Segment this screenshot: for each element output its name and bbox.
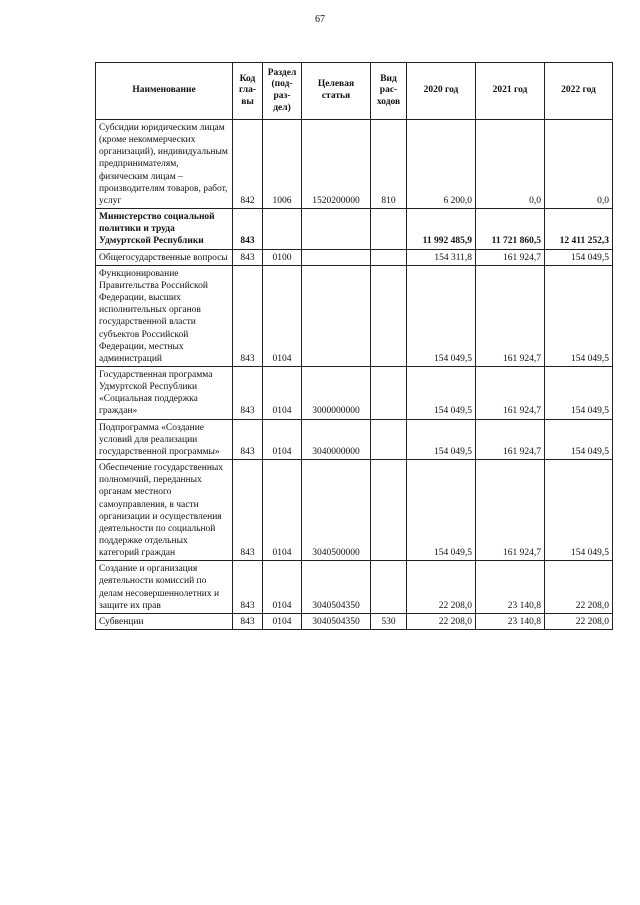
col-header-2020: 2020 год <box>407 63 476 120</box>
cell-y2022: 154 049,5 <box>545 265 613 366</box>
col-header-razdel: Раздел (под- раз- дел) <box>263 63 302 120</box>
cell-kod: 843 <box>233 419 263 459</box>
table-row <box>96 366 613 419</box>
cell-y2021: 11 721 860,5 <box>476 209 545 249</box>
table-row <box>96 419 613 459</box>
cell-razdel: 0100 <box>263 249 302 265</box>
cell-celevaya: 3000000000 <box>302 366 371 419</box>
cell-y2022: 0,0 <box>545 120 613 209</box>
cell-celevaya <box>302 209 371 249</box>
cell-y2022: 154 049,5 <box>545 460 613 561</box>
cell-vid <box>371 209 407 249</box>
cell-y2021: 161 924,7 <box>476 366 545 419</box>
cell-y2020: 154 049,5 <box>407 419 476 459</box>
cell-kod: 843 <box>233 613 263 629</box>
cell-y2022: 154 049,5 <box>545 419 613 459</box>
col-header-kod: Код гла- вы <box>233 63 263 120</box>
table-row <box>96 265 613 366</box>
cell-celevaya <box>302 265 371 366</box>
cell-razdel: 1006 <box>263 120 302 209</box>
cell-y2021: 23 140,8 <box>476 561 545 614</box>
cell-razdel: 0104 <box>263 265 302 366</box>
table-row <box>96 249 613 265</box>
cell-kod: 843 <box>233 460 263 561</box>
cell-razdel: 0104 <box>263 366 302 419</box>
cell-y2022: 154 049,5 <box>545 366 613 419</box>
cell-razdel: 0104 <box>263 460 302 561</box>
cell-vid <box>371 249 407 265</box>
cell-y2020: 154 049,5 <box>407 460 476 561</box>
cell-razdel <box>263 209 302 249</box>
col-header-name: Наименование <box>96 63 233 120</box>
cell-y2020: 22 208,0 <box>407 561 476 614</box>
cell-y2022: 12 411 252,3 <box>545 209 613 249</box>
cell-vid <box>371 366 407 419</box>
table-row <box>96 120 613 209</box>
cell-y2021: 161 924,7 <box>476 249 545 265</box>
cell-y2020: 154 049,5 <box>407 366 476 419</box>
table-row <box>96 613 613 629</box>
cell-y2021: 0,0 <box>476 120 545 209</box>
cell-y2020: 154 311,8 <box>407 249 476 265</box>
cell-celevaya: 3040000000 <box>302 419 371 459</box>
page-number: 67 <box>315 14 325 25</box>
cell-vid <box>371 460 407 561</box>
cell-kod: 843 <box>233 561 263 614</box>
col-header-celevaya: Целевая статья <box>302 63 371 120</box>
cell-kod: 843 <box>233 366 263 419</box>
cell-y2021: 23 140,8 <box>476 613 545 629</box>
cell-vid <box>371 561 407 614</box>
table-row <box>96 561 613 614</box>
cell-celevaya: 1520200000 <box>302 120 371 209</box>
cell-celevaya: 3040504350 <box>302 613 371 629</box>
cell-kod: 843 <box>233 249 263 265</box>
table-header-row <box>96 63 613 120</box>
cell-vid: 810 <box>371 120 407 209</box>
cell-name: Министерство социальной политики и труда Удмуртской Республики <box>96 209 233 249</box>
col-header-vid: Вид рас- ходов <box>371 63 407 120</box>
table-body <box>96 120 613 630</box>
cell-name: Субсидии юридическим лицам (кроме некоммерческих организаций), индивидуальным предпринимателям, физическим лицам – производителям товаров, работ, услуг <box>96 120 233 209</box>
cell-y2020: 22 208,0 <box>407 613 476 629</box>
cell-name: Создание и организация деятельности комиссий по делам несовершеннолетних и защите их прав <box>96 561 233 614</box>
cell-name: Государственная программа Удмуртской Республики «Социальная поддержка граждан» <box>96 366 233 419</box>
cell-kod: 842 <box>233 120 263 209</box>
cell-name: Субвенции <box>96 613 233 629</box>
cell-celevaya: 3040504350 <box>302 561 371 614</box>
cell-y2022: 22 208,0 <box>545 613 613 629</box>
cell-vid <box>371 419 407 459</box>
cell-y2021: 161 924,7 <box>476 460 545 561</box>
cell-celevaya: 3040500000 <box>302 460 371 561</box>
cell-y2020: 11 992 485,9 <box>407 209 476 249</box>
cell-kod: 843 <box>233 265 263 366</box>
cell-razdel: 0104 <box>263 419 302 459</box>
cell-y2022: 154 049,5 <box>545 249 613 265</box>
table-row <box>96 460 613 561</box>
cell-celevaya <box>302 249 371 265</box>
cell-vid <box>371 265 407 366</box>
col-header-2021: 2021 год <box>476 63 545 120</box>
cell-vid: 530 <box>371 613 407 629</box>
table-row <box>96 209 613 249</box>
cell-razdel: 0104 <box>263 561 302 614</box>
cell-name: Обеспечение государственных полномочий, переданных органам местного самоуправления, в части организации и осуществления деятельности по социальной поддержке отдельных категорий граждан <box>96 460 233 561</box>
cell-name: Общегосударственные вопросы <box>96 249 233 265</box>
cell-y2021: 161 924,7 <box>476 265 545 366</box>
cell-name: Подпрограмма «Создание условий для реализации государственной программы» <box>96 419 233 459</box>
cell-y2021: 161 924,7 <box>476 419 545 459</box>
cell-kod: 843 <box>233 209 263 249</box>
cell-razdel: 0104 <box>263 613 302 629</box>
col-header-2022: 2022 год <box>545 63 613 120</box>
cell-y2020: 154 049,5 <box>407 265 476 366</box>
budget-table <box>95 62 613 630</box>
cell-name: Функционирование Правительства Российской Федерации, высших исполнительных органов государственной власти субъектов Российской Федерации, местных администраций <box>96 265 233 366</box>
cell-y2020: 6 200,0 <box>407 120 476 209</box>
cell-y2022: 22 208,0 <box>545 561 613 614</box>
